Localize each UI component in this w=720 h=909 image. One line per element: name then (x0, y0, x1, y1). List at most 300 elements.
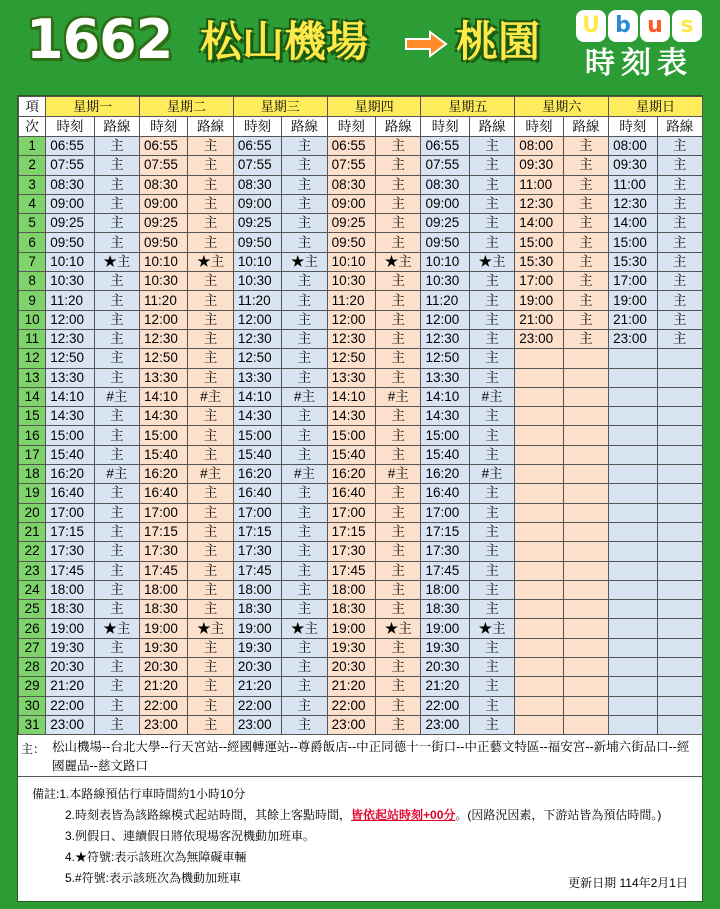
departure-time (515, 387, 563, 406)
route-code: 主 (376, 233, 421, 252)
route-code: 主 (376, 715, 421, 734)
route-code: 主 (188, 658, 233, 677)
route-code: 主 (282, 349, 327, 368)
route-code (563, 619, 608, 638)
departure-time (515, 349, 563, 368)
route-code (657, 677, 702, 696)
route-code: 主 (94, 156, 139, 175)
departure-time (609, 349, 657, 368)
route-code: 主 (376, 561, 421, 580)
departure-time (515, 445, 563, 464)
route-code: 主 (376, 542, 421, 561)
departure-time: 22:00 (140, 696, 188, 715)
departure-time: 17:00 (515, 272, 563, 291)
departure-time: 09:50 (46, 233, 94, 252)
route-code (657, 368, 702, 387)
route-code: 主 (469, 214, 514, 233)
route-code: 主 (376, 291, 421, 310)
route-code: ★主 (376, 619, 421, 638)
departure-time: 16:40 (46, 484, 94, 503)
route-code: 主 (282, 310, 327, 329)
note-1: 備註:1.本路線預估行車時間約1小時10分 (32, 787, 246, 801)
departure-time: 09:25 (46, 214, 94, 233)
table-row (19, 580, 703, 599)
departure-time (515, 619, 563, 638)
route-code (657, 465, 702, 484)
route-code: 主 (94, 214, 139, 233)
note-2-highlight: 皆依起站時刻+00分 (351, 808, 456, 822)
route-code (657, 619, 702, 638)
departure-time: 17:15 (46, 522, 94, 541)
row-index: 10 (19, 310, 46, 329)
departure-time: 09:30 (515, 156, 563, 175)
route-code: 主 (188, 137, 233, 156)
departure-time: 23:00 (140, 715, 188, 734)
route-column-header: 路線 (376, 117, 421, 137)
route-code: 主 (563, 252, 608, 271)
departure-time: 12:30 (46, 329, 94, 348)
departure-time: 10:10 (233, 252, 281, 271)
departure-time: 11:00 (515, 175, 563, 194)
row-index: 18 (19, 465, 46, 484)
route-code: #主 (188, 387, 233, 406)
departure-time (609, 522, 657, 541)
departure-time: 09:25 (421, 214, 469, 233)
departure-time (515, 677, 563, 696)
route-code: 主 (376, 310, 421, 329)
row-index: 6 (19, 233, 46, 252)
departure-time: 10:30 (233, 272, 281, 291)
departure-time: 17:00 (46, 503, 94, 522)
departure-time (609, 658, 657, 677)
departure-time: 07:55 (46, 156, 94, 175)
route-code (563, 600, 608, 619)
departure-time: 14:10 (140, 387, 188, 406)
row-index: 26 (19, 619, 46, 638)
row-index: 22 (19, 542, 46, 561)
route-code: 主 (657, 194, 702, 213)
departure-time: 19:00 (421, 619, 469, 638)
departure-time: 18:30 (46, 600, 94, 619)
route-code (563, 368, 608, 387)
day-header-row (19, 97, 703, 117)
time-column-header: 時刻 (46, 117, 94, 137)
row-index: 9 (19, 291, 46, 310)
departure-time: 22:00 (421, 696, 469, 715)
route-code: #主 (469, 465, 514, 484)
departure-time: 10:30 (140, 272, 188, 291)
departure-time (515, 368, 563, 387)
logo-letter: b (608, 10, 638, 42)
route-code: 主 (188, 503, 233, 522)
route-code: 主 (469, 638, 514, 657)
departure-time: 08:30 (140, 175, 188, 194)
time-column-header: 時刻 (327, 117, 375, 137)
row-index: 12 (19, 349, 46, 368)
route-code: 主 (563, 329, 608, 348)
route-code: 主 (563, 214, 608, 233)
row-index: 15 (19, 407, 46, 426)
departure-time: 19:30 (46, 638, 94, 657)
row-index: 19 (19, 484, 46, 503)
route-code: 主 (563, 175, 608, 194)
route-code: 主 (469, 445, 514, 464)
route-code: 主 (94, 426, 139, 445)
departure-time: 15:00 (140, 426, 188, 445)
route-code: 主 (657, 137, 702, 156)
row-index: 13 (19, 368, 46, 387)
logo-subtitle: 時刻表 (585, 46, 693, 81)
route-code: 主 (282, 561, 327, 580)
departure-time: 17:15 (233, 522, 281, 541)
day-header: 星期二 (140, 97, 234, 117)
table-row (19, 561, 703, 580)
route-code: ★主 (188, 619, 233, 638)
route-code: #主 (282, 465, 327, 484)
logo-letters (576, 10, 702, 40)
route-code (657, 522, 702, 541)
departure-time: 15:40 (421, 445, 469, 464)
table-row (19, 252, 703, 271)
row-index: 29 (19, 677, 46, 696)
row-index: 3 (19, 175, 46, 194)
departure-time: 17:00 (140, 503, 188, 522)
route-code: 主 (282, 580, 327, 599)
row-index: 8 (19, 272, 46, 291)
row-index: 5 (19, 214, 46, 233)
departure-time: 18:30 (140, 600, 188, 619)
route-code: ★主 (376, 252, 421, 271)
route-code: 主 (563, 137, 608, 156)
departure-time: 12:30 (515, 194, 563, 213)
route-label: 主： (21, 742, 46, 756)
route-code: 主 (469, 658, 514, 677)
departure-time: 08:30 (421, 175, 469, 194)
route-code: 主 (376, 137, 421, 156)
departure-time: 17:30 (327, 542, 375, 561)
table-row (19, 522, 703, 541)
updated-date: 更新日期 114年2月1日 (568, 876, 688, 890)
route-code: 主 (469, 407, 514, 426)
table-row (19, 619, 703, 638)
departure-time: 21:20 (421, 677, 469, 696)
route-code: 主 (94, 445, 139, 464)
route-column-header: 路線 (469, 117, 514, 137)
departure-time (609, 445, 657, 464)
route-code (657, 715, 702, 734)
route-code (563, 561, 608, 580)
route-code: 主 (94, 638, 139, 657)
departure-time: 17:00 (233, 503, 281, 522)
route-code: 主 (657, 233, 702, 252)
departure-time: 20:30 (140, 658, 188, 677)
departure-time: 12:30 (421, 329, 469, 348)
departure-time (515, 658, 563, 677)
row-index: 24 (19, 580, 46, 599)
table-row (19, 715, 703, 734)
origin-title: 松山機場 (200, 17, 369, 66)
table-row (19, 638, 703, 657)
departure-time: 23:00 (421, 715, 469, 734)
table-row (19, 137, 703, 156)
route-code (563, 407, 608, 426)
route-code: 主 (188, 426, 233, 445)
departure-time: 06:55 (327, 137, 375, 156)
route-code: 主 (376, 272, 421, 291)
route-code: 主 (188, 580, 233, 599)
route-code: 主 (188, 194, 233, 213)
route-code: 主 (188, 677, 233, 696)
departure-time: 23:00 (233, 715, 281, 734)
departure-time (515, 407, 563, 426)
departure-time: 14:30 (327, 407, 375, 426)
route-code (657, 426, 702, 445)
departure-time: 19:00 (140, 619, 188, 638)
route-code: #主 (94, 465, 139, 484)
route-code: 主 (282, 272, 327, 291)
departure-time: 17:15 (327, 522, 375, 541)
departure-time (515, 503, 563, 522)
note-2-text-b: 。(因路況因素，下游站皆為預估時間。) (455, 808, 662, 822)
departure-time: 19:00 (233, 619, 281, 638)
departure-time: 17:45 (233, 561, 281, 580)
route-code: 主 (563, 310, 608, 329)
route-code: 主 (94, 561, 139, 580)
route-code: 主 (376, 329, 421, 348)
row-index: 25 (19, 600, 46, 619)
route-code: 主 (282, 677, 327, 696)
route-code: 主 (469, 349, 514, 368)
route-code: 主 (282, 600, 327, 619)
row-index: 27 (19, 638, 46, 657)
route-code (563, 638, 608, 657)
departure-time: 18:30 (421, 600, 469, 619)
route-code: 主 (282, 542, 327, 561)
table-row (19, 677, 703, 696)
route-code (563, 542, 608, 561)
departure-time: 09:50 (327, 233, 375, 252)
departure-time: 12:00 (421, 310, 469, 329)
route-code: 主 (376, 407, 421, 426)
departure-time: 13:30 (327, 368, 375, 387)
day-header: 星期三 (233, 97, 327, 117)
departure-time: 11:20 (46, 291, 94, 310)
route-code: 主 (94, 349, 139, 368)
row-index: 20 (19, 503, 46, 522)
table-row (19, 272, 703, 291)
route-code: 主 (376, 484, 421, 503)
departure-time: 12:50 (233, 349, 281, 368)
route-code: 主 (282, 715, 327, 734)
departure-time: 13:30 (140, 368, 188, 387)
table-row (19, 600, 703, 619)
departure-time (515, 600, 563, 619)
departure-time (609, 426, 657, 445)
route-code: 主 (469, 715, 514, 734)
departure-time (609, 619, 657, 638)
route-code: 主 (657, 175, 702, 194)
departure-time: 11:20 (140, 291, 188, 310)
route-column-header: 路線 (563, 117, 608, 137)
route-code: 主 (188, 696, 233, 715)
route-code: 主 (376, 368, 421, 387)
departure-time: 10:30 (421, 272, 469, 291)
route-code: 主 (563, 272, 608, 291)
ubus-logo (576, 10, 702, 86)
table-row (19, 465, 703, 484)
route-code (657, 503, 702, 522)
table-row (19, 387, 703, 406)
departure-time: 14:30 (46, 407, 94, 426)
note-2-text-a: 2.時刻表皆為該路線模式起站時間，其餘上客點時間， (65, 808, 352, 822)
route-code: ★主 (188, 252, 233, 271)
route-code: 主 (94, 715, 139, 734)
route-code: 主 (469, 696, 514, 715)
departure-time: 15:30 (609, 252, 657, 271)
route-code: 主 (282, 194, 327, 213)
route-code (657, 349, 702, 368)
departure-time (609, 638, 657, 657)
departure-time: 20:30 (327, 658, 375, 677)
route-code: 主 (469, 503, 514, 522)
route-code: 主 (282, 175, 327, 194)
departure-time: 19:30 (421, 638, 469, 657)
route-code: 主 (376, 503, 421, 522)
departure-time: 06:55 (233, 137, 281, 156)
departure-time (609, 561, 657, 580)
departure-time: 13:30 (233, 368, 281, 387)
route-code: 主 (94, 696, 139, 715)
route-code: 主 (469, 310, 514, 329)
departure-time: 09:30 (609, 156, 657, 175)
route-code (563, 349, 608, 368)
route-code: 主 (657, 329, 702, 348)
departure-time: 15:30 (515, 252, 563, 271)
divider (18, 776, 703, 777)
route-code (657, 407, 702, 426)
route-code: 主 (376, 658, 421, 677)
departure-time (609, 696, 657, 715)
table-row (19, 291, 703, 310)
departure-time (609, 387, 657, 406)
departure-time: 17:00 (327, 503, 375, 522)
route-code: 主 (282, 696, 327, 715)
route-code: 主 (94, 194, 139, 213)
departure-time: 14:10 (46, 387, 94, 406)
departure-time: 19:30 (233, 638, 281, 657)
departure-time (515, 696, 563, 715)
departure-time: 12:00 (140, 310, 188, 329)
departure-time: 20:30 (233, 658, 281, 677)
route-code: 主 (188, 484, 233, 503)
departure-time: 19:00 (609, 291, 657, 310)
departure-time: 10:30 (46, 272, 94, 291)
table-row (19, 310, 703, 329)
route-code: 主 (94, 368, 139, 387)
departure-time (515, 465, 563, 484)
route-code: 主 (188, 542, 233, 561)
departure-time: 21:20 (327, 677, 375, 696)
row-index: 17 (19, 445, 46, 464)
note-3: 3.例假日、連續假日將依現場客況機動加班車。 (65, 829, 316, 843)
departure-time: 09:50 (140, 233, 188, 252)
table-row (19, 696, 703, 715)
route-code: 主 (188, 349, 233, 368)
departure-time: 17:30 (233, 542, 281, 561)
departure-time: 12:50 (421, 349, 469, 368)
route-column-header: 路線 (188, 117, 233, 137)
route-code: 主 (469, 561, 514, 580)
route-code: 主 (469, 272, 514, 291)
table-row (19, 329, 703, 348)
route-code: 主 (376, 349, 421, 368)
departure-time: 12:50 (327, 349, 375, 368)
departure-time: 17:45 (140, 561, 188, 580)
table-row (19, 233, 703, 252)
departure-time: 17:00 (421, 503, 469, 522)
route-code: 主 (94, 407, 139, 426)
table-row (19, 426, 703, 445)
route-code: 主 (188, 600, 233, 619)
departure-time: 15:40 (46, 445, 94, 464)
arrow-right-icon (404, 30, 448, 58)
route-code: 主 (188, 561, 233, 580)
table-row (19, 542, 703, 561)
row-index: 1 (19, 137, 46, 156)
departure-time: 23:00 (515, 329, 563, 348)
departure-time (515, 522, 563, 541)
route-code: 主 (376, 600, 421, 619)
route-code: 主 (376, 175, 421, 194)
route-code: 主 (282, 503, 327, 522)
departure-time: 23:00 (46, 715, 94, 734)
route-code (657, 638, 702, 657)
route-code: 主 (563, 194, 608, 213)
route-code: 主 (188, 291, 233, 310)
route-code: 主 (563, 291, 608, 310)
departure-time: 10:10 (140, 252, 188, 271)
route-code: ★主 (282, 252, 327, 271)
departure-time: 17:30 (421, 542, 469, 561)
note-2 (32, 805, 692, 826)
table-row (19, 407, 703, 426)
route-code: 主 (657, 291, 702, 310)
departure-time: 09:00 (327, 194, 375, 213)
table-row (19, 658, 703, 677)
departure-time: 22:00 (233, 696, 281, 715)
departure-time: 16:20 (233, 465, 281, 484)
departure-time: 14:30 (140, 407, 188, 426)
route-code: 主 (376, 580, 421, 599)
route-code (657, 387, 702, 406)
departure-time: 08:00 (609, 137, 657, 156)
route-code (563, 426, 608, 445)
departure-time: 21:20 (233, 677, 281, 696)
logo-letter: U (576, 10, 606, 42)
route-code: 主 (94, 137, 139, 156)
departure-time: 13:30 (421, 368, 469, 387)
route-code: 主 (376, 522, 421, 541)
route-code: 主 (94, 272, 139, 291)
route-code: 主 (376, 696, 421, 715)
route-code: 主 (376, 156, 421, 175)
route-code (657, 696, 702, 715)
route-code (563, 715, 608, 734)
route-code: 主 (469, 175, 514, 194)
route-code: #主 (376, 387, 421, 406)
route-code: 主 (94, 522, 139, 541)
route-code: 主 (94, 658, 139, 677)
